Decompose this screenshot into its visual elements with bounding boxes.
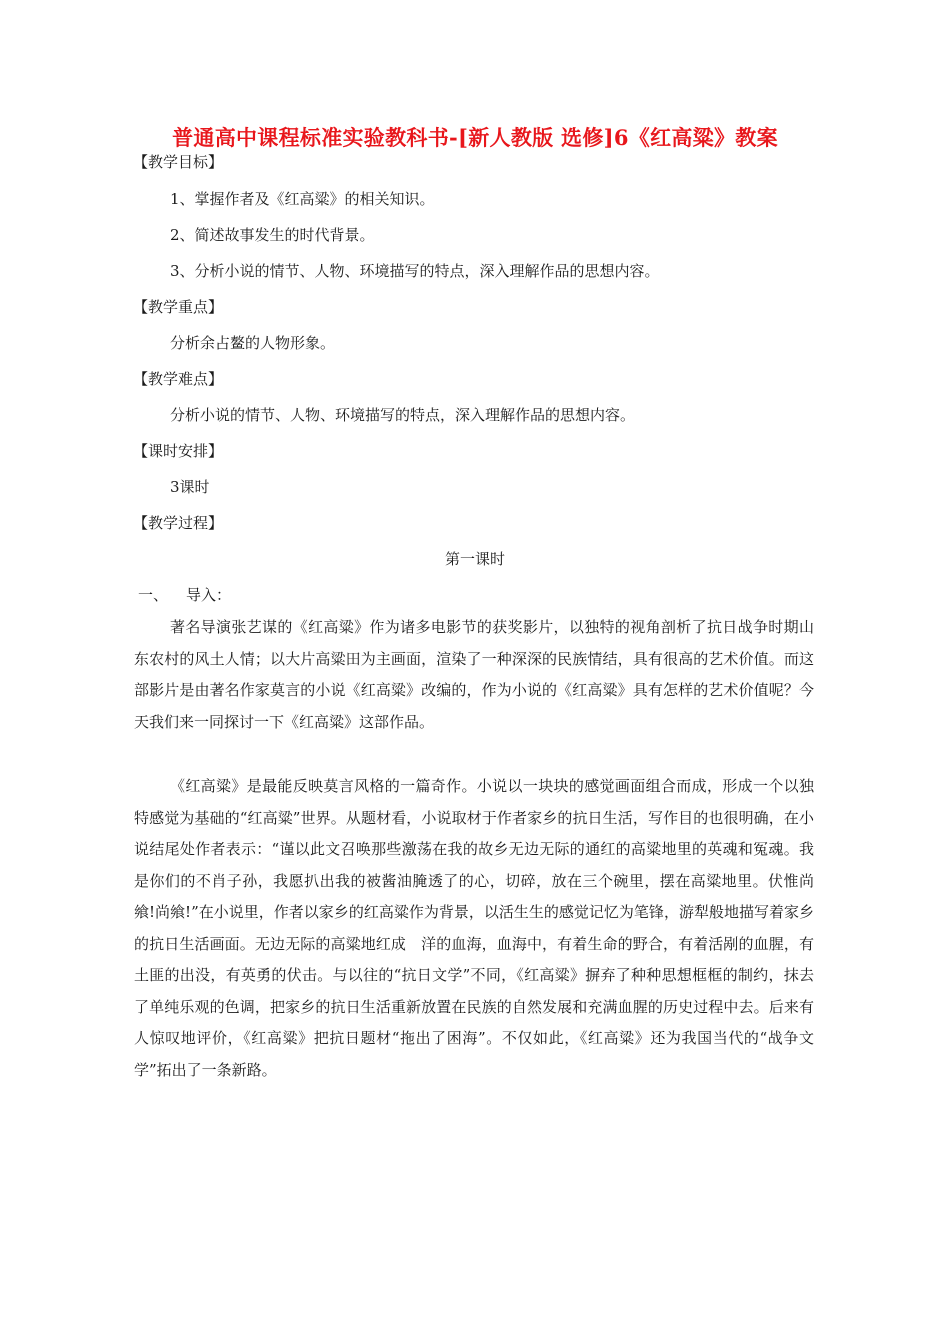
section-number: 一、 [138,586,169,604]
objectives-heading: 【教学目标】 [133,153,224,171]
key-points-text: 分析余占鳌的人物形象。 [170,334,336,352]
difficulties-text: 分析小说的情节、人物、环境描写的特点，深入理解作品的思想内容。 [170,406,636,424]
body-paragraph: 著名导演张艺谋的《红高粱》作为诸多电影节的获奖影片，以独特的视角剖析了抗日战争时期山东农村的风土人情；以大片高粱田为主画面，渲染了一种深深的民族情结，具有很高的艺术价值。而这部影片是由著名作家莫言的小说《红高粱》改编的，作为小说的《红高粱》具有怎样的艺术价值呢？今天我们来一同探讨一下《红高粱》这部作品。 [134,618,814,731]
process-heading: 【教学过程】 [133,514,224,532]
document-title: 普通高中课程标准实验教科书-[新人教版 选修]6《红高粱》教案 [172,125,778,150]
objective-item: 2、简述故事发生的时代背景。 [170,226,375,244]
objective-item: 3、分析小说的情节、人物、环境描写的特点，深入理解作品的思想内容。 [170,262,660,280]
key-points-heading: 【教学重点】 [133,298,224,316]
section-label: 导入： [186,586,232,604]
body-paragraph: 《红高粱》是最能反映莫言风格的一篇奇作。小说以一块块的感觉画面组合而成，形成一个以独特感觉为基础的“红高粱”世界。从题材看，小说取材于作者家乡的抗日生活，写作目的也很明确，在小说结尾处作者表示：“谨以此文召唤那些激荡在我的故乡无边无际的通红的高粱地里的英魂和冤魂。我是你们的不肖子孙，我愿扒出我的被酱油腌透了的心，切碎，放在三个碗里，摆在高粱地里。伏惟尚飨!尚飨!”在小说里，作者以家乡的红高粱作为背景，以活生生的感觉记忆为笔锋，游犁般地描写着家乡的抗日生活画面。无边无际的高粱地红成 洋的血海，血海中，有着生命的野合，有着活剐的血腥，有土匪的出没，有英勇的伏击。与以往的“抗日文学”不同，《红高粱》摒弃了种种思想框框的制约，抹去了单纯乐观的色调，把家乡的抗日生活重新放置在民族的自然发展和充满血腥的历史过程中去。后来有人惊叹地评价，《红高粱》把抗日题材“拖出了困海”。不仅如此，《红高粱》还为我国当代的“战争文学”拓出了一条新路。 [134,777,814,1079]
section-heading [138,584,231,605]
difficulties-heading: 【教学难点】 [133,370,224,388]
schedule-text: 3课时 [170,478,210,496]
schedule-heading: 【课时安排】 [133,442,224,460]
lesson-title: 第一课时 [444,550,505,568]
objective-item: 1、掌握作者及《红高粱》的相关知识。 [170,190,435,208]
